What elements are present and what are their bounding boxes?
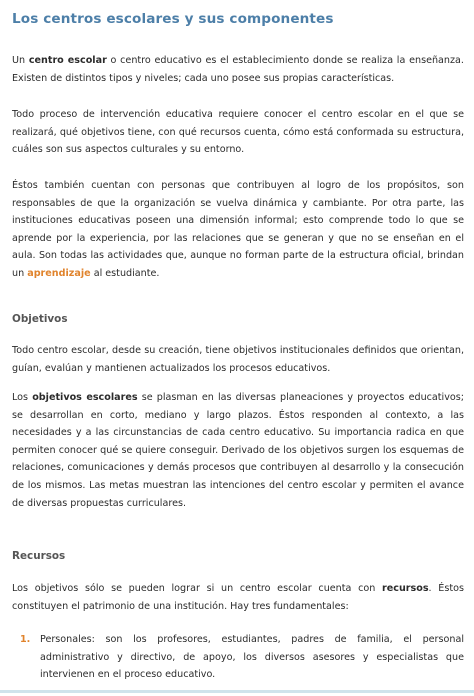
term-recursos: recursos: [382, 583, 429, 594]
list-item-personales: Personales: son los profesores, estudiantes, padres de familia, el personal administrativo y directivo, de apoyo, los diversos asesores y especialistas que intervienen en el proceso educativo.: [40, 634, 464, 681]
recursos-text-a: Los objetivos sólo se pueden lograr si un centro escolar cuenta con: [12, 583, 383, 594]
objetivos-paragraph-2: [12, 389, 464, 512]
section-heading-objetivos: Objetivos: [12, 313, 68, 325]
bottom-divider: [0, 690, 474, 693]
objetivos-text-c: se plasman en las diversas planeaciones y proyectos educativos; se desarrollan en corto, mediano y largo plazos. Éstos responden al contexto, a las necesidades y a las circunstancias de cada centro educativo. Su importancia radica en que permiten conocer qué se quiere conseguir. Derivado de los objetivos surgen los esquemas de relaciones, comunicaciones y demás procesos que contribuyen al desarrollo y la consecución de los mismos. Las metas muestran las intenciones del centro escolar y permiten el avance de diversas propuestas curriculares.: [12, 392, 465, 509]
objetivos-text-a: Los: [12, 392, 33, 403]
intro-term-centro-escolar: centro escolar: [28, 55, 107, 66]
list-item-number: 1.: [20, 634, 31, 645]
personas-text-c: al estudiante.: [90, 267, 160, 279]
intervention-paragraph: Todo proceso de intervención educativa requiere conocer el centro escolar en el que se realizará, qué objetivos tiene, con qué recursos cuenta, cómo está conformada su estructura, cuáles son sus aspectos culturales y su entorno.: [12, 109, 464, 156]
page-title: Los centros escolares y sus componentes: [12, 11, 334, 27]
objetivos-paragraph-1: Todo centro escolar, desde su creación, tiene objetivos institucionales definidos que orientan, guían, evalúan y mantienen actualizados los procesos educativos.: [12, 345, 464, 374]
section-heading-recursos: Recursos: [12, 550, 66, 562]
intro-text-c: o centro educativo es el establecimiento donde se realiza la enseñanza. Existen de distintos tipos y niveles; cada uno posee sus propias características.: [12, 55, 464, 84]
personas-paragraph: [12, 177, 464, 283]
personas-text-a: Éstos también cuentan con personas que contribuyen al logro de los propósitos, son responsables de que la organización se vuelva dinámica y cambiante. Por otra parte, las instituciones educativas poseen una dimensión informal; esto comprende todo lo que se aprende por la experiencia, por las relaciones que se generan y que no se enseñan en el aula. Son todas las actividades que, aunque no forman parte de la estructura oficial, brindan un: [12, 180, 464, 279]
term-aprendizaje: aprendizaje: [27, 267, 91, 279]
intro-paragraph: [12, 52, 464, 87]
intro-text-a: Un: [12, 55, 29, 66]
recursos-paragraph: [12, 580, 464, 615]
recursos-text-c: . Éstos constituyen el patrimonio de una institución. Hay tres fundamentales:: [12, 583, 464, 612]
term-objetivos-escolares: objetivos escolares: [32, 392, 138, 403]
